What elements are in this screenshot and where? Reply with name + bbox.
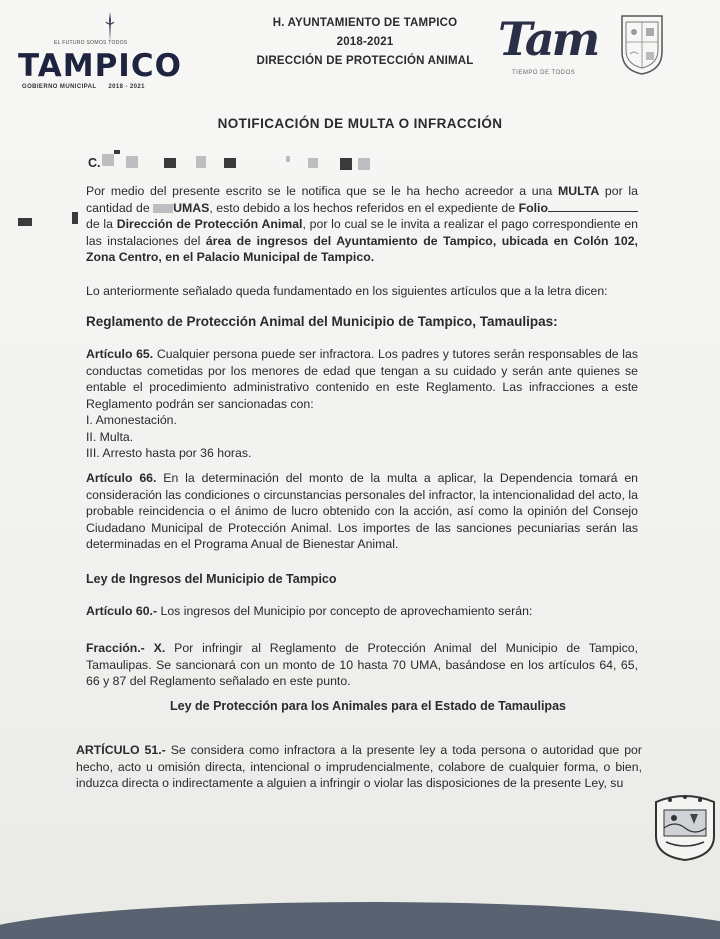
tam-logo-mark: Tam	[498, 12, 598, 66]
header-line-1: H. AYUNTAMIENTO DE TAMPICO	[272, 17, 458, 29]
article-65-text: Cualquier persona puede ser infractora. Los padres y tutores serán responsables de las conductas cometidas por los menores de edad que tengan a su cuidado y serán ante quienes se entable el procedimiento administrativo contenido en este Reglamento. Las infracciones a este Reglamento podrán ser sancionadas con:	[86, 347, 638, 411]
intro-text-1: Por medio del presente escrito se le notifica que se le ha hecho acreedor a una	[86, 184, 559, 198]
article-66-label: Artículo 66.	[86, 471, 157, 485]
tam-logo	[498, 12, 608, 86]
intro-text-2: por la cantidad de	[86, 184, 638, 215]
margin-mark	[72, 212, 78, 224]
section-ingresos-title: Ley de Ingresos del Municipio de Tampico	[86, 572, 337, 586]
intro-text-3: , esto debido a los hechos referidos en el expediente de	[209, 200, 519, 215]
logo-subtitle	[22, 84, 145, 90]
document-title: NOTIFICACIÓN DE MULTA O INFRACCIÓN	[217, 116, 503, 131]
article-60-text: Los ingresos del Municipio por concepto de aprovechamiento serán:	[157, 604, 533, 618]
article-51-text: Se considera como infractora a la presente ley a toda persona o autoridad que por hecho, acto u omisión directa, intencional o imprudencialmente, colabore de cualquier forma, o bien, induzca directa o indirectamente a alguien a infringir o violar las disposiciones de la presente Ley, su	[76, 743, 642, 790]
fundament-paragraph: Lo anteriormente señalado queda fundamentado en los siguientes artículos que a la letra dicen:	[86, 284, 608, 298]
article-51-label: ARTÍCULO 51.-	[76, 743, 166, 757]
logo-years: 2018 - 2021	[108, 84, 145, 90]
margin-mark	[18, 218, 32, 226]
section-reglamento-title: Reglamento de Protección Animal del Municipio de Tampico, Tamaulipas:	[86, 314, 558, 329]
municipal-seal-icon	[650, 790, 720, 862]
intro-text-5: , por lo cual se le invita a realizar el pago correspondiente en las instalaciones del	[86, 217, 638, 248]
article-65	[86, 346, 638, 462]
article-66-text: En la determinación del monto de la multa a aplicar, la Dependencia tomará en consideración las condiciones o circunstancias personales del infractor, la intencionalidad del acto, la probable reincidencia o el ánimo de lucro obtenido con la acción, así como la opinión del Consejo Ciudadano Municipal de Protección Animal. Los importes de las sanciones pecuniarias serán las determinadas en el Programa Anual de Bienestar Animal.	[86, 471, 639, 551]
coat-of-arms-icon	[618, 12, 666, 76]
logo-brand: TAMPICO	[18, 48, 182, 84]
intro-payment-location: área de ingresos del Ayuntamiento de Tampico, ubicada en Colón 102, Zona Centro, en el Palacio Municipal de Tampico.	[86, 233, 638, 264]
logo-tagline: EL FUTURO SOMOS TODOS	[54, 40, 128, 46]
article-60-label: Artículo 60.-	[86, 604, 158, 618]
article-66	[86, 470, 638, 553]
article-51	[76, 742, 642, 792]
intro-multa: MULTA	[558, 184, 600, 198]
spire-icon	[104, 12, 116, 42]
article-65-item: I. Amonestación.	[86, 413, 177, 427]
intro-umas: UMAS	[173, 200, 210, 215]
logo-subtitle-text: GOBIERNO MUNICIPAL	[22, 84, 97, 90]
fraccion-x	[86, 640, 638, 690]
recipient-redacted	[100, 150, 400, 172]
recipient-prefix: C.	[88, 156, 101, 170]
article-65-item: III. Arresto hasta por 36 horas.	[86, 446, 252, 460]
folio-redacted	[548, 201, 638, 212]
article-60	[86, 603, 638, 620]
fraccion-text: Por infringir al Reglamento de Protección Animal del Municipio de Tampico, Tamaulipas. Se sancionará con un monto de 10 hasta 70 UMA, basándose en los artículos 64, 65, 66 y 87 del Reglamento señalado en este punto.	[86, 641, 638, 688]
section-ley-proteccion-title: Ley de Protección para los Animales para el Estado de Tamaulipas	[170, 699, 566, 713]
tampico-logo	[18, 12, 182, 90]
intro-direccion: Dirección de Protección Animal	[116, 217, 303, 231]
amount-redacted	[153, 204, 173, 213]
article-65-label: Artículo 65.	[86, 347, 154, 361]
fraccion-label: Fracción.- X.	[86, 641, 166, 655]
header-line-3: DIRECCIÓN DE PROTECCIÓN ANIMAL	[256, 55, 474, 67]
intro-paragraph	[86, 183, 638, 266]
header-line-2: 2018-2021	[336, 36, 394, 48]
intro-folio: Folio	[518, 200, 548, 215]
intro-text-4: de la	[86, 217, 117, 231]
page-edge-shadow	[0, 902, 720, 939]
header-text	[220, 14, 510, 71]
article-65-item: II. Multa.	[86, 429, 134, 444]
tam-logo-subtitle: TIEMPO DE TODOS	[512, 70, 576, 76]
